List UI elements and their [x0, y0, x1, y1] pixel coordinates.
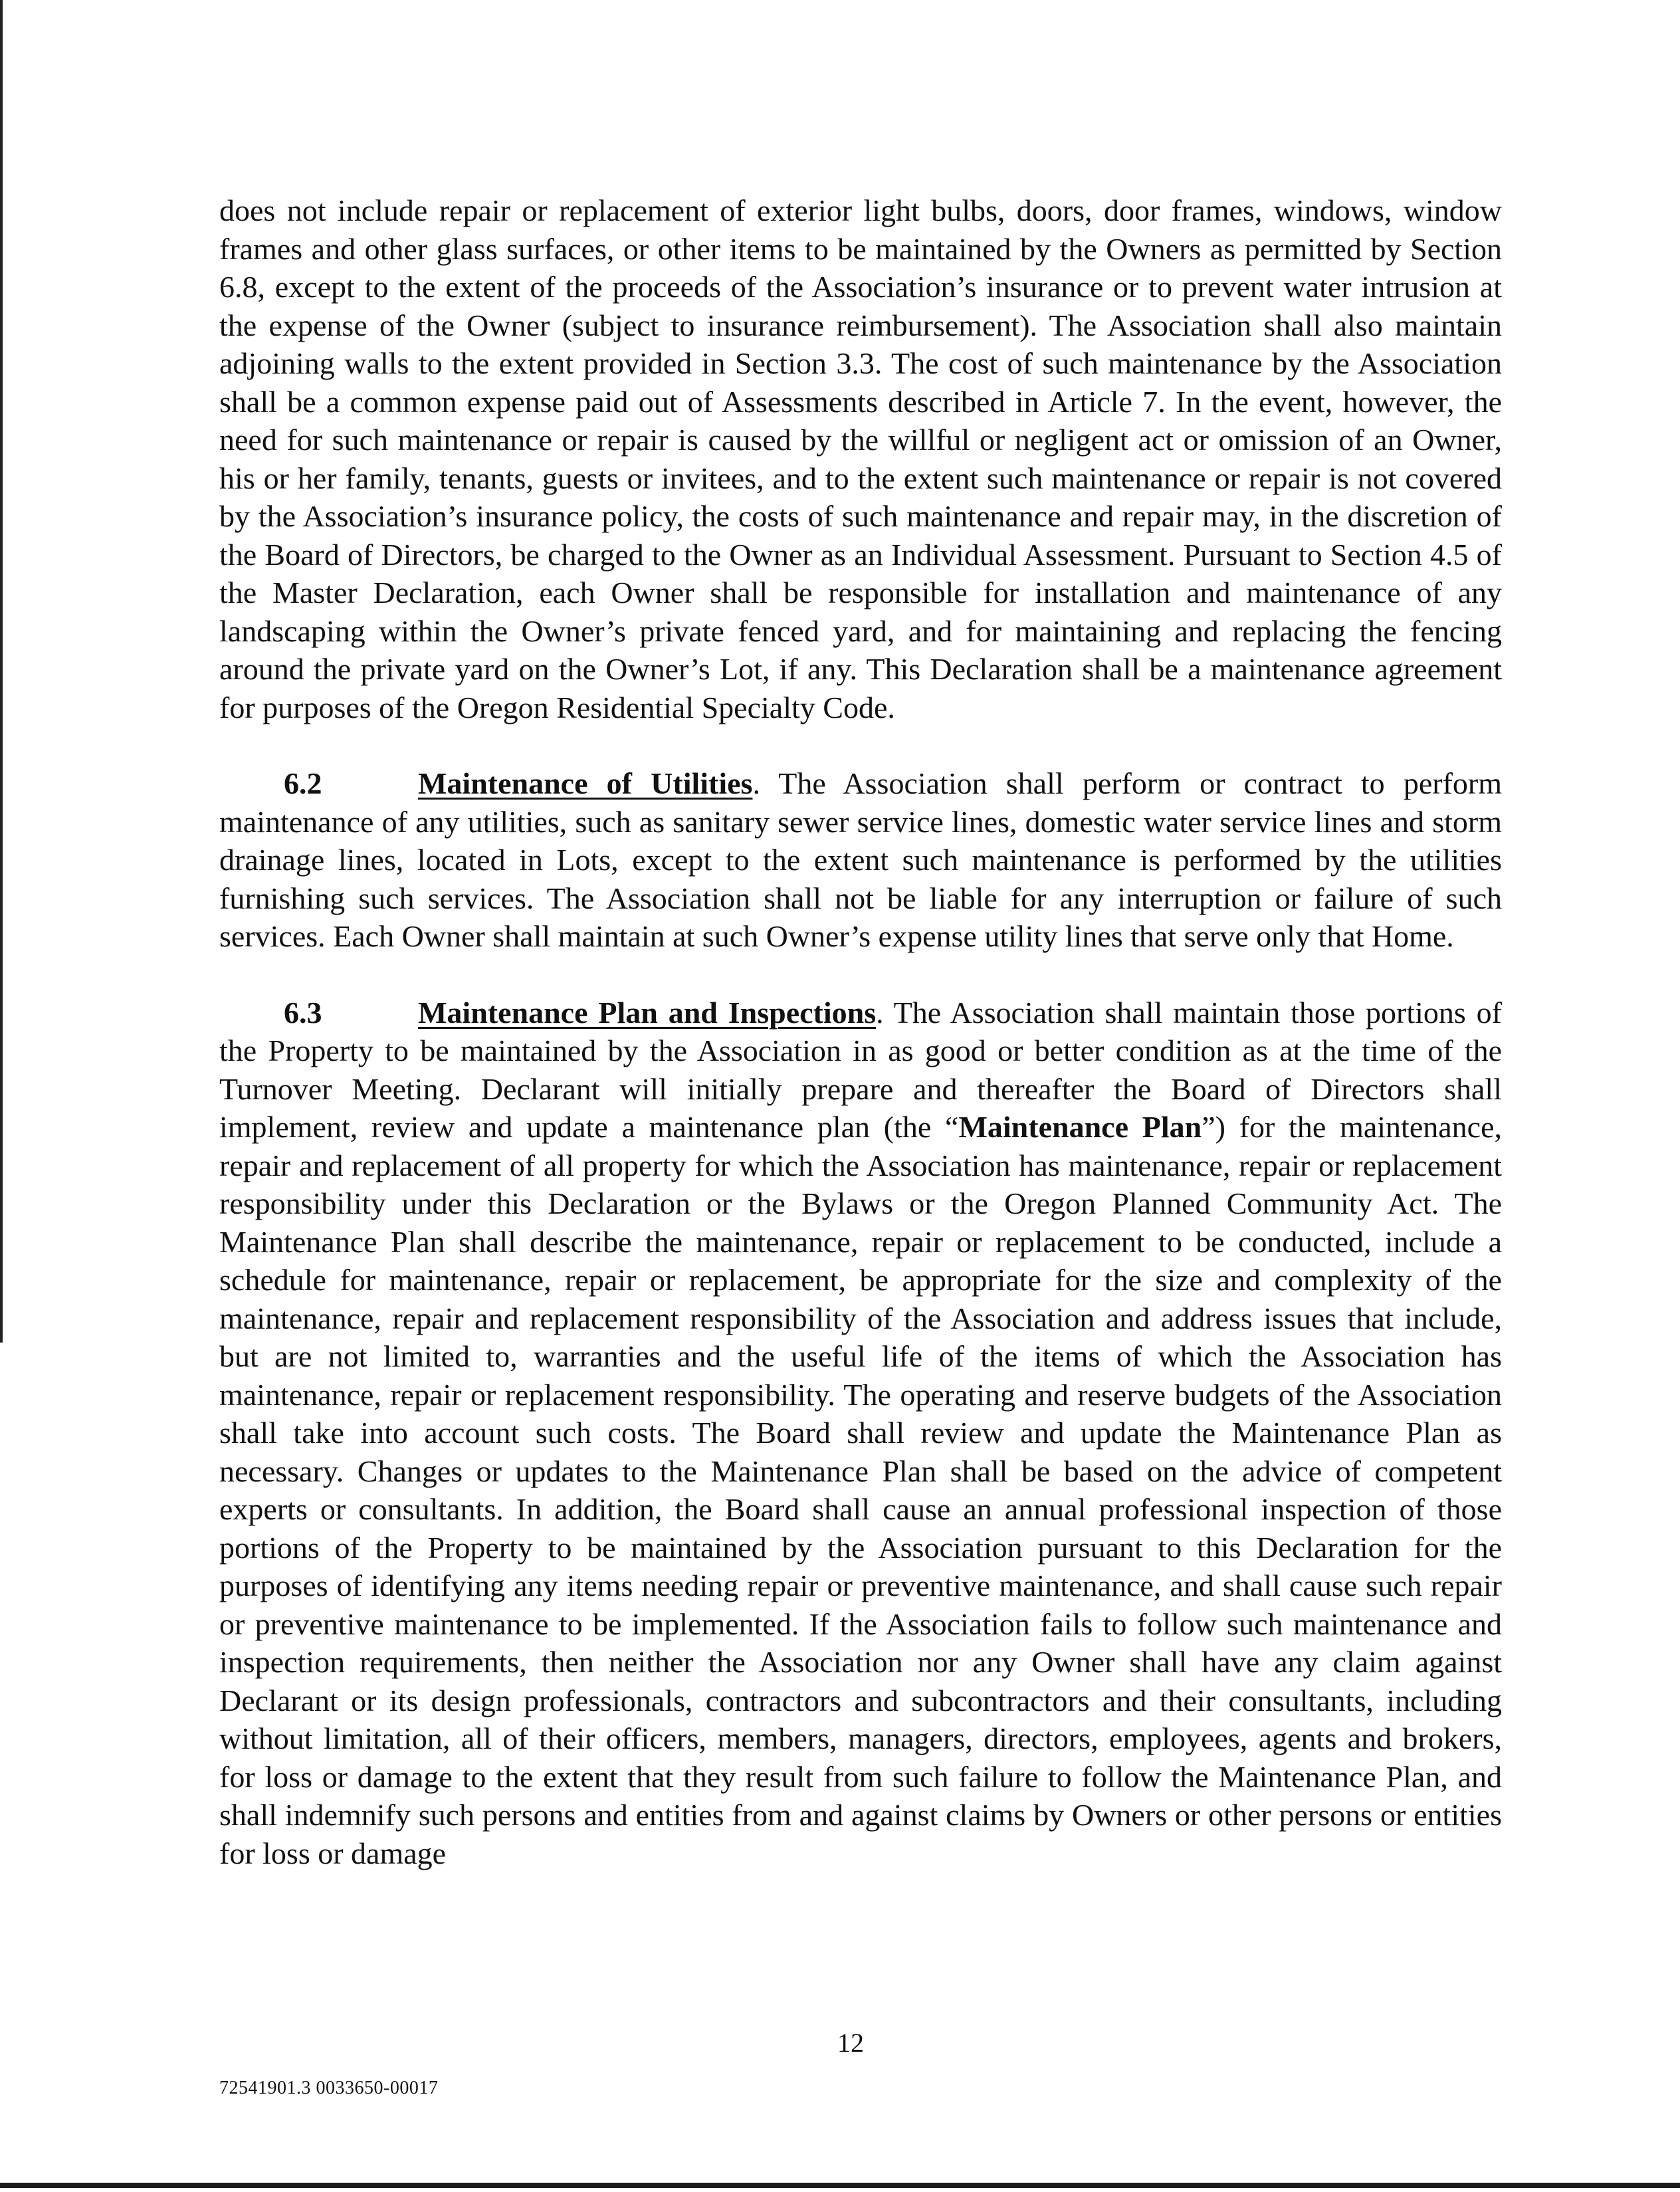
paragraph-continuation-text: does not include repair or replacement of exterior light bulbs, doors, door frames, windows, window frames and other glass surfaces, or other items to be maintained by the Owners as permitted by Section 6.8, except to the extent of the proceeds of the Association’s insurance or to prevent water intrusion at the expense of the Owner (subject to insurance reimbursement). The Association shall also maintain adjoining walls to the extent provided in Section 3.3. The cost of such maintenance by the Association shall be a common expense paid out of Assessments described in Article 7. In the event, however, the need for such maintenance or repair is caused by the willful or negligent act or omission of an Owner, his or her family, tenants, guests or invitees, and to the extent such maintenance or repair is not covered by the Association’s insurance policy, the costs of such maintenance and repair may, in the discretion of the Board of Directors, be charged to the Owner as an Individual Assessment. Pursuant to Section 4.5 of the Master Declaration, each Owner shall be responsible for installation and maintenance of any landscaping within the Owner’s private fenced yard, and for maintaining and replacing the fencing around the private yard on the Owner’s Lot, if any. This Declaration shall be a maintenance agreement for purposes of the Oregon Residential Specialty Code.: [219, 193, 1502, 724]
document-id: 72541901.3 0033650-00017: [219, 2078, 439, 2098]
section-number: 6.3: [284, 995, 322, 1030]
section-text-after-term: ”) for the maintenance, repair and replacement of all property for which the Association has maintenance, repair or replacement responsibility under this Declaration or the Bylaws or the Oregon Planned Community Act. The Maintenance Plan shall describe the maintenance, repair or replacement to be conducted, include a schedule for maintenance, repair or replacement, be appropriate for the size and complexity of the maintenance, repair and replacement responsibility of the Association and address issues that include, but are not limited to, warranties and the useful life of the items of which the Association has maintenance, repair or replacement responsibility. The operating and reserve budgets of the Association shall take into account such costs. The Board shall review and update the Maintenance Plan as necessary. Changes or updates to the Maintenance Plan shall be based on the advice of competent experts or consultants. In addition, the Board shall cause an annual professional inspection of those portions of the Property to be maintained by the Association pursuant to this Declaration for the purposes of identifying any items needing repair or preventive maintenance, and shall cause such repair or preventive maintenance to be implemented. If the Association fails to follow such maintenance and inspection requirements, then neither the Association nor any Owner shall have any claim against Declarant or its design professionals, contractors and subcontractors and their consultants, including without limitation, all of their officers, members, managers, directors, employees, agents and brokers, for loss or damage to the extent that they result from such failure to follow the Maintenance Plan, and shall indemnify such persons and entities from and against claims by Owners or other persons or entities for loss or damage: [219, 1110, 1502, 1870]
page-number: 12: [837, 2028, 864, 2058]
section-title: Maintenance Plan and Inspections: [418, 995, 877, 1030]
document-body: [219, 191, 1502, 1872]
section-title-punct: .: [752, 766, 760, 800]
section-title-punct: .: [876, 995, 884, 1030]
scan-edge-left: [0, 0, 3, 1343]
section-title: Maintenance of Utilities: [418, 766, 753, 800]
section-text-before-term: The Association shall maintain those portions of the Property to be maintained by the Association in as good or better condition as at the time of the Turnover Meeting. Declarant will initially prepare and thereafter the Board of Directors shall implement, review and update a maintenance plan (the “: [219, 995, 1502, 1144]
scan-edge-bottom: [0, 2183, 1680, 2188]
defined-term: Maintenance Plan: [958, 1110, 1202, 1144]
section-text: The Association shall perform or contract to perform maintenance of any utilities, such as sanitary sewer service lines, domestic water service lines and storm drainage lines, located in Lots, except to the extent such maintenance is performed by the utilities furnishing such services. The Association shall not be liable for any interruption or failure of such services. Each Owner shall maintain at such Owner’s expense utility lines that serve only that Home.: [219, 766, 1502, 953]
section-6-2: [219, 764, 1502, 956]
paragraph-continuation: [219, 191, 1502, 726]
section-number: 6.2: [284, 766, 322, 800]
section-6-3: [219, 994, 1502, 1873]
